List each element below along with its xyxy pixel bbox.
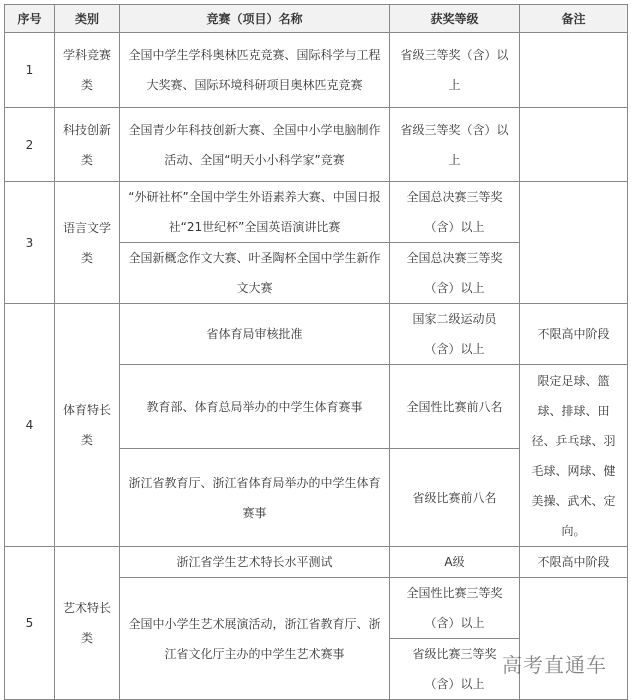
row-category: 体育特长类 [55, 304, 120, 547]
competition-cell: 全国青少年科技创新大赛、全国中小学电脑制作活动、全国“明天小小科学家”竞赛 [120, 108, 390, 182]
competition-cell: 浙江省教育厅、浙江省体育局举办的中学生体育赛事 [120, 449, 390, 547]
level-cell: 省级比赛前八名 [390, 449, 520, 547]
table-row [5, 108, 628, 182]
table-row [5, 304, 628, 365]
competition-cell: 浙江省学生艺术特长水平测试 [120, 547, 390, 578]
competition-cell: 教育部、体育总局举办的中学生体育赛事 [120, 365, 390, 449]
remark-cell: 限定足球、篮球、排球、田径、乒乓球、羽毛球、网球、健美操、武术、定向。 [520, 365, 628, 547]
remark-cell [520, 33, 628, 108]
header-category: 类别 [55, 5, 120, 33]
competition-cell: 省体育局审核批准 [120, 304, 390, 365]
competition-cell: 全国新概念作文大赛、叶圣陶杯全国中学生新作文大赛 [120, 243, 390, 304]
row-no: 4 [5, 304, 55, 547]
row-category: 科技创新类 [55, 108, 120, 182]
header-competition: 竞赛（项目）名称 [120, 5, 390, 33]
competition-cell: 全国中小学生艺术展演活动，浙江省教育厅、浙江省文化厅主办的中学生艺术赛事 [120, 578, 390, 700]
remark-cell [520, 578, 628, 700]
remark-cell [520, 108, 628, 182]
header-remark: 备注 [520, 5, 628, 33]
row-category: 语言文学类 [55, 182, 120, 304]
level-cell: 省级三等奖（含）以上 [390, 108, 520, 182]
level-cell: 省级比赛三等奖（含）以上 [390, 639, 520, 700]
header-level: 获奖等级 [390, 5, 520, 33]
level-cell: 国家二级运动员（含）以上 [390, 304, 520, 365]
watermark: 高考直通车 [502, 653, 607, 677]
award-table [4, 4, 628, 700]
competition-cell: “外研社杯”全国中学生外语素养大赛、中国日报社“21世纪杯”全国英语演讲比赛 [120, 182, 390, 243]
table-row [5, 33, 628, 108]
competition-cell: 全国中学生学科奥林匹克竞赛、国际科学与工程大奖赛、国际环境科研项目奥林匹克竞赛 [120, 33, 390, 108]
remark-cell [520, 182, 628, 304]
level-cell: 全国性比赛三等奖（含）以上 [390, 578, 520, 639]
row-category: 艺术特长类 [55, 547, 120, 700]
row-no: 2 [5, 108, 55, 182]
row-no: 5 [5, 547, 55, 700]
level-cell: 全国总决赛三等奖（含）以上 [390, 182, 520, 243]
table-row [5, 547, 628, 578]
level-cell: A级 [390, 547, 520, 578]
row-category: 学科竞赛类 [55, 33, 120, 108]
level-cell: 省级三等奖（含）以上 [390, 33, 520, 108]
level-cell: 全国总决赛三等奖（含）以上 [390, 243, 520, 304]
level-cell: 全国性比赛前八名 [390, 365, 520, 449]
header-no: 序号 [5, 5, 55, 33]
table-row [5, 182, 628, 243]
row-no: 1 [5, 33, 55, 108]
remark-cell: 不限高中阶段 [520, 304, 628, 365]
remark-cell: 不限高中阶段 [520, 547, 628, 578]
table-header-row [5, 5, 628, 33]
row-no: 3 [5, 182, 55, 304]
